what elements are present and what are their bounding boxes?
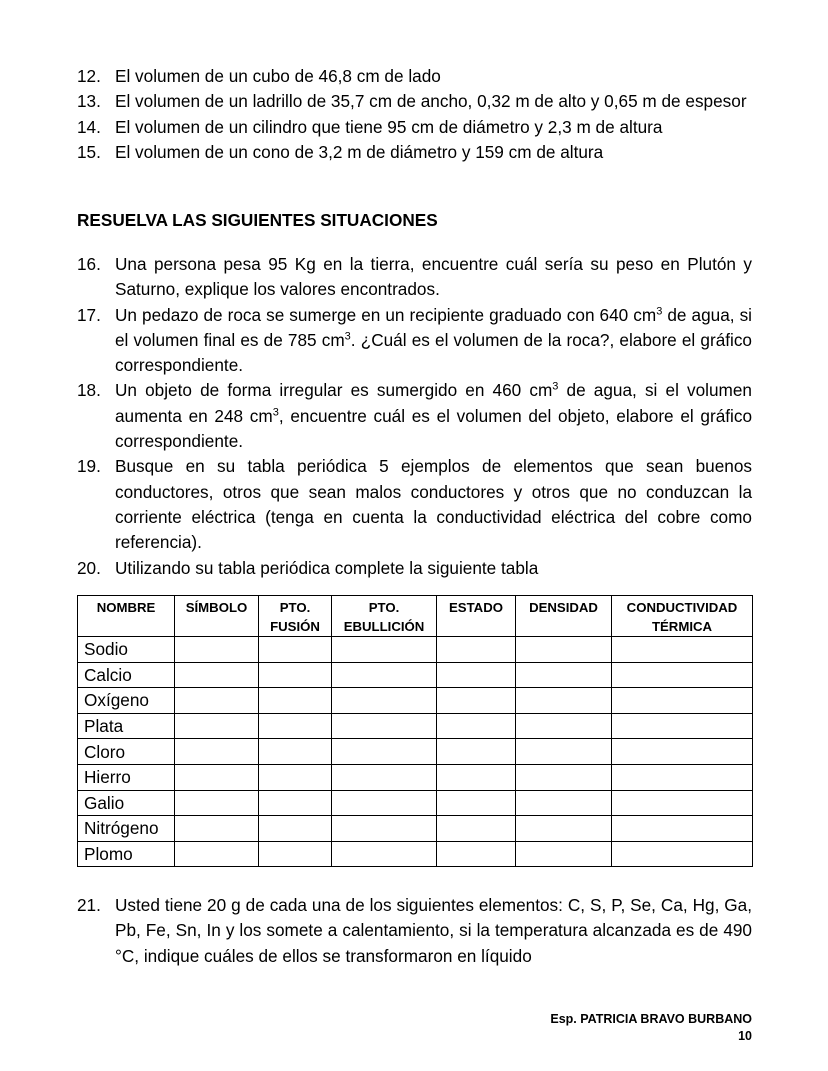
empty-answer-cell	[437, 662, 516, 688]
superscript: 3	[656, 304, 663, 317]
empty-answer-cell	[175, 816, 259, 842]
empty-answer-cell	[332, 688, 437, 714]
superscript: 3	[272, 406, 279, 419]
header-line: DENSIDAD	[529, 600, 598, 615]
question-text	[115, 303, 752, 379]
table-row	[78, 637, 753, 663]
empty-answer-cell	[259, 688, 332, 714]
header-line: NOMBRE	[96, 600, 156, 615]
table-header-row	[78, 596, 753, 637]
question-text-part: de agua, si el volumen final es de 785 cm	[115, 304, 752, 350]
elements-table	[77, 595, 753, 867]
empty-answer-cell	[259, 713, 332, 739]
element-name-cell: Plata	[78, 713, 175, 739]
question-text	[115, 140, 752, 165]
element-name-cell: Galio	[78, 790, 175, 816]
empty-answer-cell	[175, 841, 259, 867]
empty-answer-cell	[175, 637, 259, 663]
empty-answer-cell	[332, 739, 437, 765]
empty-answer-cell	[437, 790, 516, 816]
table-row	[78, 764, 753, 790]
question-list-main	[77, 252, 752, 581]
element-name-cell: Sodio	[78, 637, 175, 663]
element-name-cell: Cloro	[78, 739, 175, 765]
empty-answer-cell	[516, 764, 612, 790]
empty-answer-cell	[516, 637, 612, 663]
question-list-bottom	[77, 893, 752, 969]
empty-answer-cell	[259, 764, 332, 790]
question-text	[115, 893, 752, 969]
empty-answer-cell	[332, 841, 437, 867]
empty-answer-cell	[332, 764, 437, 790]
empty-answer-cell	[175, 688, 259, 714]
empty-answer-cell	[259, 739, 332, 765]
empty-answer-cell	[175, 764, 259, 790]
empty-answer-cell	[437, 637, 516, 663]
question-text	[115, 454, 752, 555]
header-line: SÍMBOLO	[185, 600, 248, 615]
empty-answer-cell	[516, 816, 612, 842]
empty-answer-cell	[516, 662, 612, 688]
question-number: 12.	[77, 66, 101, 86]
empty-answer-cell	[612, 764, 753, 790]
empty-answer-cell	[437, 816, 516, 842]
footer-author: Esp. PATRICIA BRAVO BURBANO	[550, 1012, 752, 1026]
element-name-cell: Calcio	[78, 662, 175, 688]
page-footer	[550, 1011, 752, 1045]
question-text	[115, 252, 752, 303]
empty-answer-cell	[259, 841, 332, 867]
question-text-part: , encuentre cuál es el volumen del objeto, elabore el gráfico correspondiente.	[115, 405, 752, 452]
superscript: 3	[552, 380, 559, 393]
question-text-part: . ¿Cuál es el volumen de la roca?, elabore el gráfico correspondiente.	[115, 329, 752, 376]
question-number: 13.	[77, 91, 101, 112]
question-item	[77, 556, 752, 581]
table-row	[78, 841, 753, 867]
question-item	[77, 64, 752, 89]
question-text-part: El volumen de un cono de 3,2 m de diámetro y 159 cm de altura	[115, 141, 604, 162]
question-text	[115, 115, 752, 140]
empty-answer-cell	[175, 662, 259, 688]
empty-answer-cell	[437, 739, 516, 765]
header-line: PTO.	[279, 600, 311, 615]
question-item	[77, 303, 752, 379]
question-item	[77, 140, 752, 165]
question-text-part: Un pedazo de roca se sumerge en un recipiente graduado con 640 cm	[115, 304, 657, 325]
question-text-part: El volumen de un cubo de 46,8 cm de lado	[115, 66, 441, 86]
question-number: 14.	[77, 116, 101, 137]
empty-answer-cell	[175, 739, 259, 765]
question-text-part: Usted tiene 20 g de cada una de los siguientes elementos: C, S, P, Se, Ca, Hg, Ga, Pb, Fe, Sn, In y los somete a calentamiento, si la temperatura alcanzada es de 490 °C, indique cuáles de ellos se transformaron en líquido	[115, 895, 752, 966]
empty-answer-cell	[612, 739, 753, 765]
empty-answer-cell	[332, 816, 437, 842]
empty-answer-cell	[516, 739, 612, 765]
question-number: 17.	[77, 304, 101, 325]
element-name-cell: Nitrógeno	[78, 816, 175, 842]
empty-answer-cell	[612, 662, 753, 688]
empty-answer-cell	[332, 713, 437, 739]
question-item	[77, 454, 752, 555]
empty-answer-cell	[175, 790, 259, 816]
question-text	[115, 378, 752, 454]
empty-answer-cell	[516, 790, 612, 816]
question-text-part: El volumen de un ladrillo de 35,7 cm de ancho, 0,32 m de alto y 0,65 m de espesor	[115, 91, 747, 112]
question-item	[77, 378, 752, 454]
question-text-part: Utilizando su tabla periódica complete la siguiente tabla	[115, 557, 539, 578]
empty-answer-cell	[259, 790, 332, 816]
empty-answer-cell	[437, 713, 516, 739]
empty-answer-cell	[437, 688, 516, 714]
question-text-part: Un objeto de forma irregular es sumergido en 460 cm	[115, 380, 553, 401]
empty-answer-cell	[437, 764, 516, 790]
empty-answer-cell	[332, 662, 437, 688]
table-header-cell	[175, 596, 259, 637]
empty-answer-cell	[259, 816, 332, 842]
question-text-part: Busque en su tabla periódica 5 ejemplos de elementos que sean buenos conductores, otros que sean malos conductores y otros que no conduzcan la corriente eléctrica (tenga en cuenta la conductividad eléctrica del cobre como referencia).	[115, 456, 752, 553]
empty-answer-cell	[612, 688, 753, 714]
header-line: ESTADO	[449, 600, 503, 615]
header-line: PTO.	[368, 600, 400, 615]
empty-answer-cell	[259, 637, 332, 663]
table-row	[78, 816, 753, 842]
question-list-top	[77, 64, 752, 165]
table-header-cell	[259, 596, 332, 637]
table-header-cell	[78, 596, 175, 637]
superscript: 3	[344, 330, 351, 343]
header-line: FUSIÓN	[270, 619, 320, 634]
table-header-cell	[612, 596, 753, 637]
question-text	[115, 89, 752, 114]
table-header-cell	[437, 596, 516, 637]
table-row	[78, 688, 753, 714]
element-name-cell: Hierro	[78, 764, 175, 790]
question-number: 19.	[77, 456, 101, 477]
table-header-cell	[516, 596, 612, 637]
empty-answer-cell	[612, 637, 753, 663]
empty-answer-cell	[612, 713, 753, 739]
empty-answer-cell	[332, 790, 437, 816]
table-row	[78, 713, 753, 739]
header-line: CONDUCTIVIDAD	[626, 600, 738, 615]
table-row	[78, 790, 753, 816]
empty-answer-cell	[612, 841, 753, 867]
empty-answer-cell	[259, 662, 332, 688]
question-text	[115, 556, 752, 581]
element-name-cell: Oxígeno	[78, 688, 175, 714]
footer-page-number: 10	[738, 1029, 752, 1043]
question-item	[77, 893, 752, 969]
empty-answer-cell	[516, 841, 612, 867]
empty-answer-cell	[612, 790, 753, 816]
header-line: EBULLICIÓN	[343, 619, 425, 634]
question-item	[77, 89, 752, 114]
empty-answer-cell	[612, 816, 753, 842]
empty-answer-cell	[437, 841, 516, 867]
question-number: 20.	[77, 557, 101, 578]
question-text-part: de agua, si el volumen aumenta en 248 cm	[115, 380, 752, 426]
table-row	[78, 662, 753, 688]
question-number: 21.	[77, 895, 101, 915]
table-header-cell	[332, 596, 437, 637]
question-text-part: Una persona pesa 95 Kg en la tierra, encuentre cuál sería su peso en Plutón y Saturno, explique los valores encontrados.	[115, 254, 752, 300]
empty-answer-cell	[332, 637, 437, 663]
empty-answer-cell	[516, 713, 612, 739]
question-item	[77, 115, 752, 140]
question-item	[77, 252, 752, 303]
question-number: 16.	[77, 254, 101, 274]
question-number: 15.	[77, 141, 101, 162]
header-line: TÉRMICA	[651, 619, 713, 634]
table-row	[78, 739, 753, 765]
table-body	[78, 637, 753, 867]
question-text	[115, 64, 752, 89]
empty-answer-cell	[516, 688, 612, 714]
question-text-part: El volumen de un cilindro que tiene 95 cm de diámetro y 2,3 m de altura	[115, 116, 663, 137]
empty-answer-cell	[175, 713, 259, 739]
section-heading: RESUELVA LAS SIGUIENTES SITUACIONES	[77, 210, 438, 230]
question-number: 18.	[77, 380, 101, 401]
element-name-cell: Plomo	[78, 841, 175, 867]
